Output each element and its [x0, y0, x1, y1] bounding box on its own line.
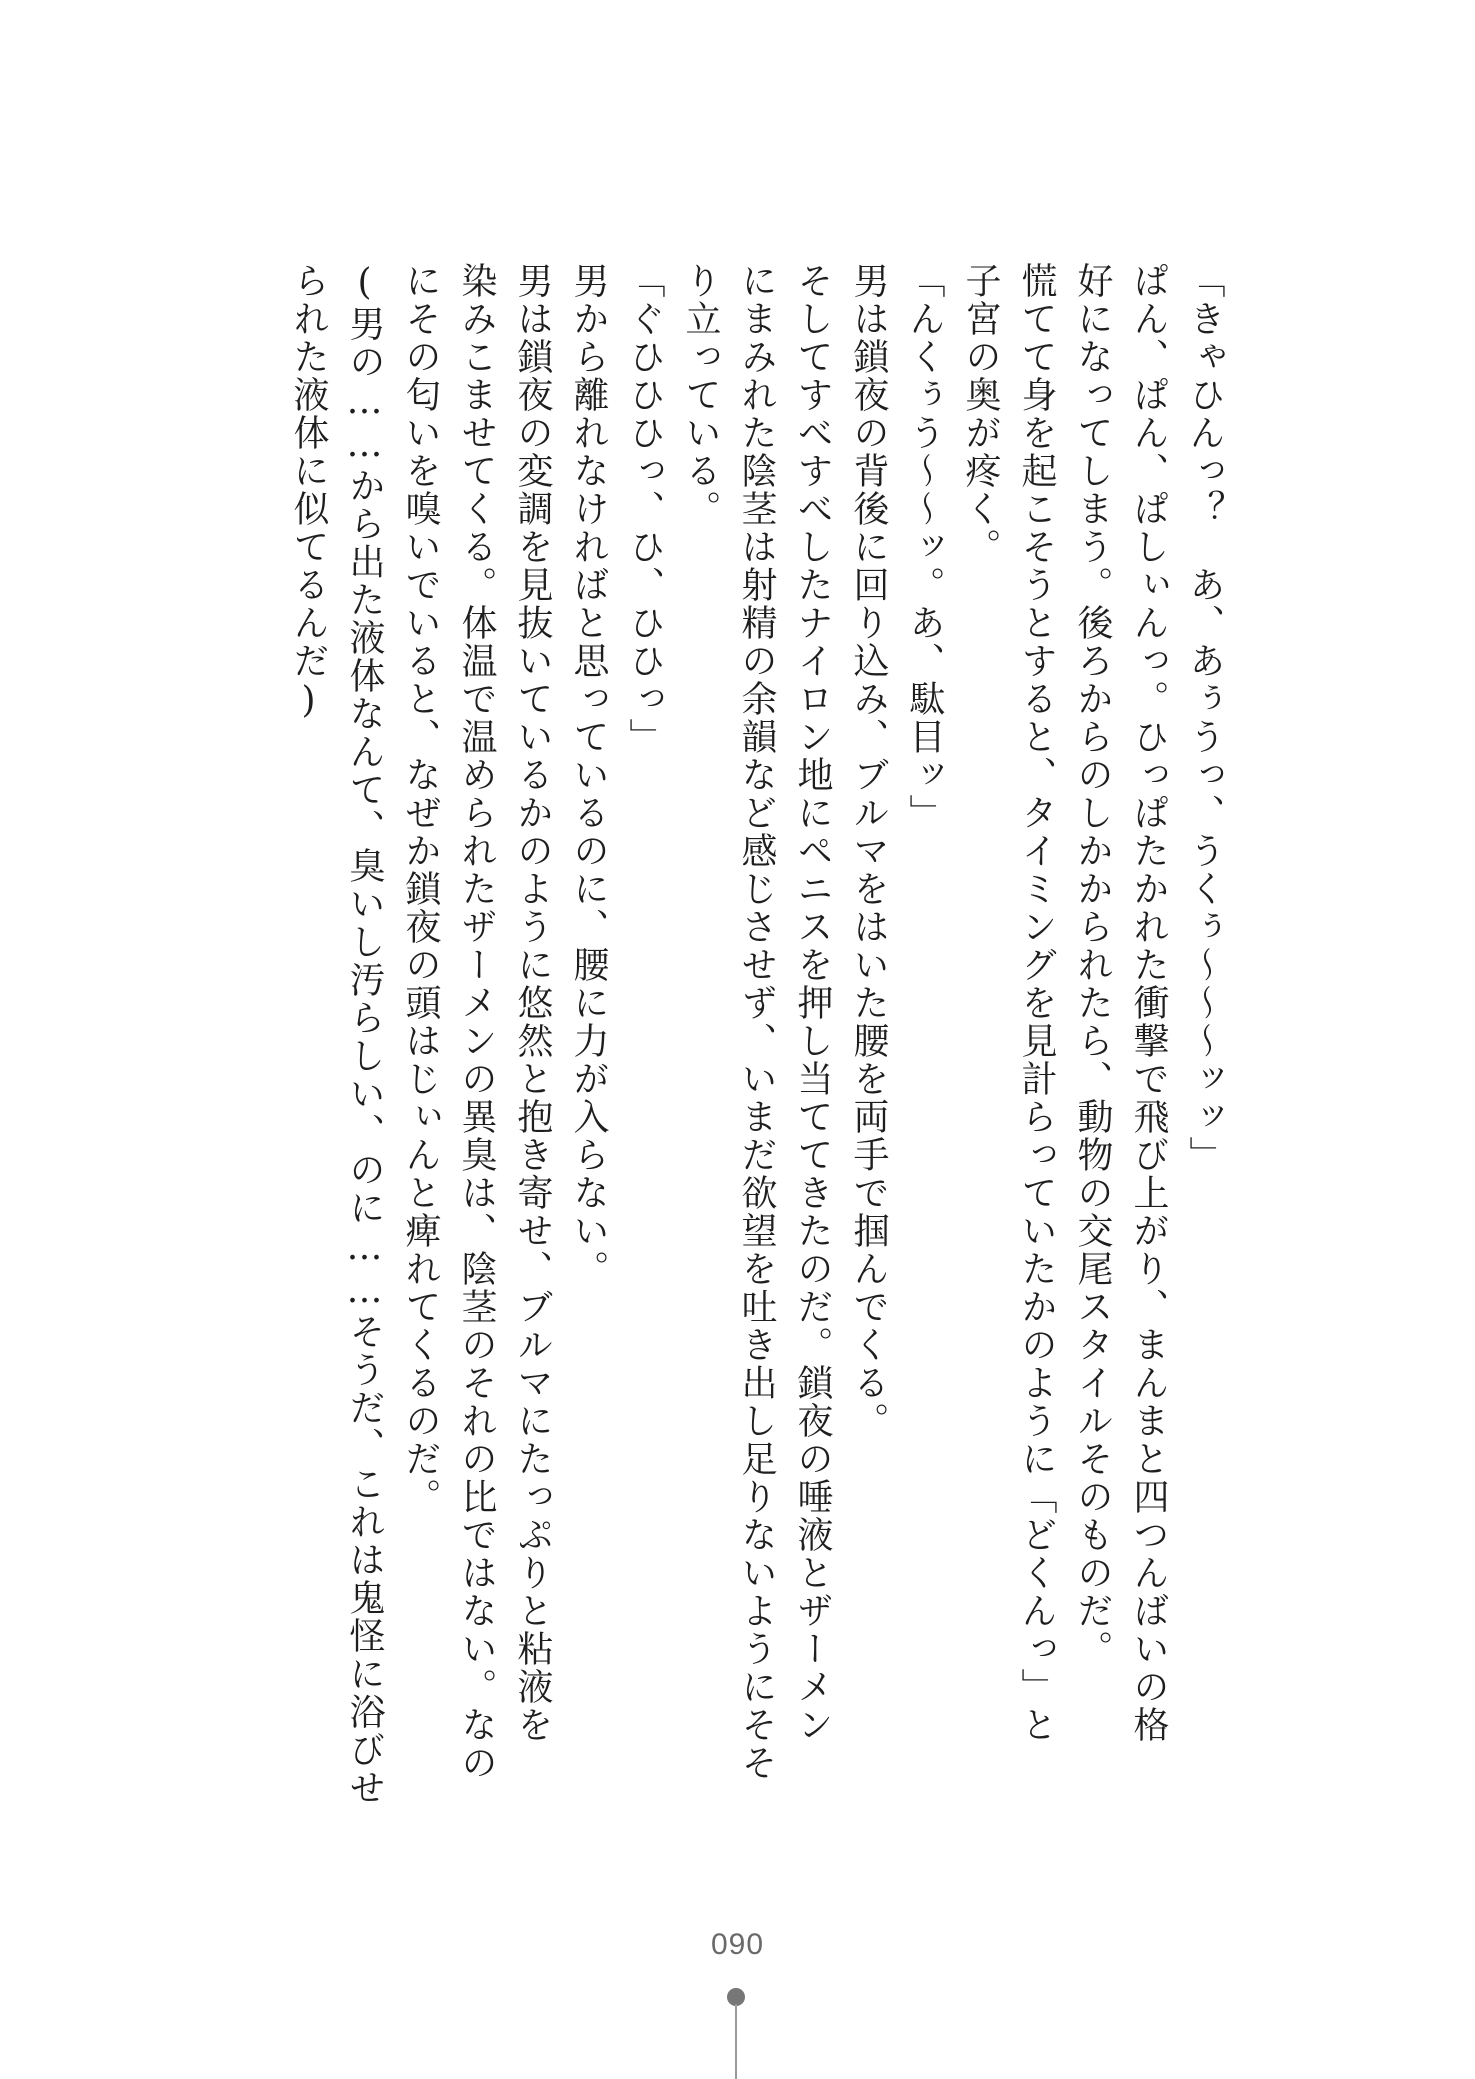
text-line: 染みこませてくる。体温で温められたザーメンの異臭は、陰茎のそれの比ではない。なの: [456, 262, 497, 1782]
text-line: 「んくぅう～～ッ。あ、駄目ッ」: [904, 262, 945, 832]
text-line: にその匂いを嗅いでいると、なぜか鎖夜の頭はじぃんと痺れてくるのだ。: [400, 262, 441, 1516]
text-line: 子宮の奥が疼く。: [960, 262, 1001, 566]
text-line: 慌てて身を起こそうとすると、タイミングを見計らっていたかのように「どくんっ」と: [1016, 262, 1057, 1744]
text-line: 「きゃひんっ？ あ、あぅうっ、うくぅ～～～ッッ」: [1184, 262, 1225, 1174]
text-line: 男から離れなければと思っているのに、腰に力が入らない。: [568, 262, 609, 1288]
text-line: そしてすべすべしたナイロン地にペニスを押し当ててきたのだ。鎖夜の唾液とザーメン: [792, 262, 833, 1744]
page-marker-line: [735, 2004, 737, 2079]
text-line: (男の……から出た液体なんて、臭いし汚らしい、のに……そうだ、これは鬼怪に浴びせ: [344, 262, 385, 1807]
text-line: 「ぐひひひっ、ひ、ひひっ」: [624, 262, 665, 756]
text-line: ぱん、ぱん、ぱしぃんっ。ひっぱたかれた衝撃で飛び上がり、まんまと四つんばいの格: [1128, 262, 1169, 1744]
page-number: 090: [710, 1928, 765, 1961]
text-line: 好になってしまう。後ろからのしかかられたら、動物の交尾スタイルそのものだ。: [1072, 262, 1113, 1668]
text-line: り立っている。: [680, 262, 721, 528]
text-line: にまみれた陰茎は射精の余韻など感じさせず、いまだ欲望を吐き出し足りないようにそそ: [736, 262, 777, 1782]
text-line: られた液体に似てるんだ): [288, 262, 329, 723]
text-line: 男は鎖夜の変調を見抜いているかのように悠然と抱き寄せ、ブルマにたっぷりと粘液を: [512, 262, 553, 1744]
text-line: 男は鎖夜の背後に回り込み、ブルマをはいた腰を両手で掴んでくる。: [848, 262, 889, 1440]
